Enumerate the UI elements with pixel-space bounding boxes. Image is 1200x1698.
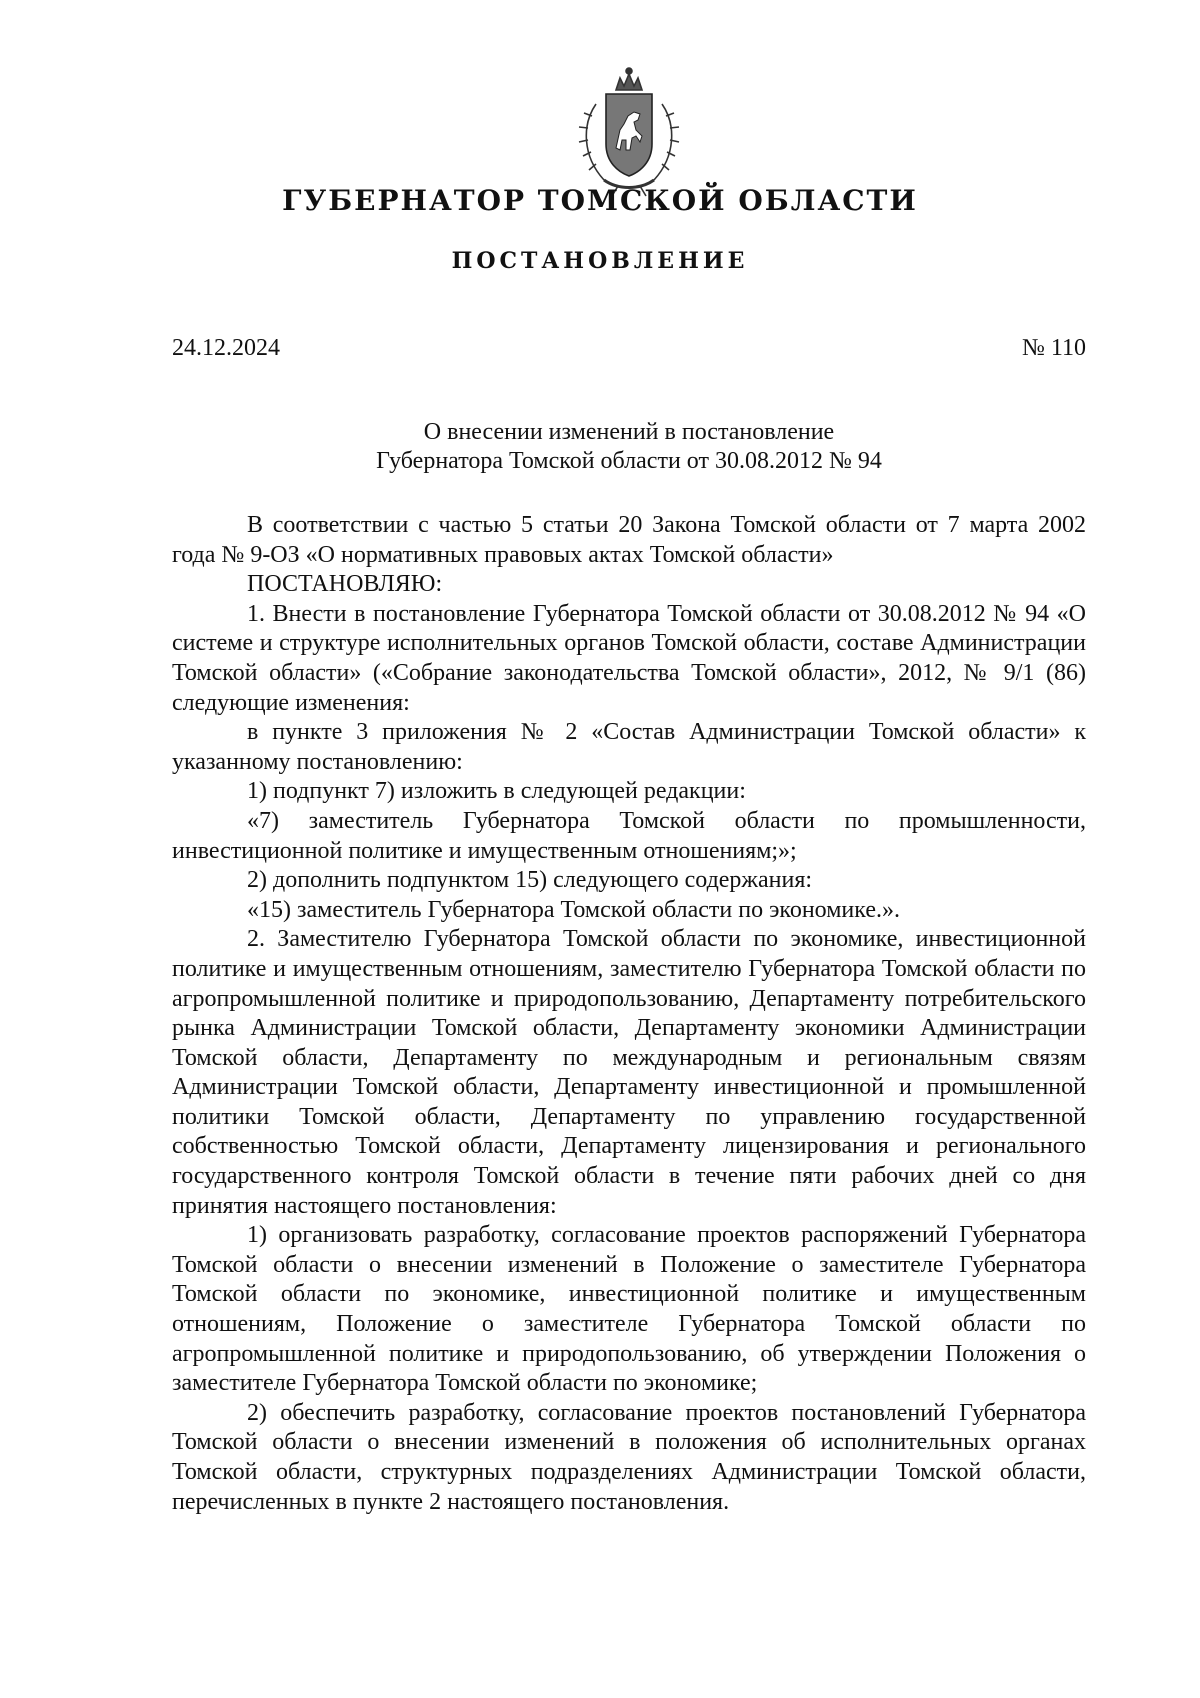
document-subject [172, 418, 1086, 476]
coat-of-arms-icon [568, 64, 690, 198]
paragraph-preamble: В соответствии с частью 5 статьи 20 Закона Томской области от 7 марта 2002 года № 9-ОЗ «О нормативных правовых актах Томской области» [172, 512, 1086, 568]
paragraph-item-1-clause: в пункте 3 приложения № 2 «Состав Администрации Томской области» к указанному постановлению: [172, 719, 1086, 775]
paragraph-subitem-1: 1) подпункт 7) изложить в следующей редакции: [247, 778, 746, 805]
paragraph-subitem-2: 2) дополнить подпунктом 15) следующего содержания: [247, 867, 813, 894]
document-type: ПОСТАНОВЛЕНИЕ [451, 248, 749, 274]
paragraph-subitem-2-text: «15) заместитель Губернатора Томской области по экономике.». [247, 896, 900, 923]
paragraph-resolve: ПОСТАНОВЛЯЮ: [247, 571, 443, 598]
organization-title: ГУБЕРНАТОР ТОМСКОЙ ОБЛАСТИ [282, 184, 918, 217]
document-body [172, 511, 1086, 1517]
paragraph-item-2-sub-1: 1) организовать разработку, согласование проектов распоряжений Губернатора Томской области о внесении изменений в Положение о заместителе Губернатора Томской области по экономике, инвестиционной политике и имущественным отношениям, Положение о заместителе Губернатора Томской области по агропромышленной политике и природопользованию, об утверждении Положения о заместителе Губернатора Томской области по экономике; [172, 1222, 1086, 1397]
document-number: № 110 [1021, 335, 1086, 361]
paragraph-item-2-sub-2: 2) обеспечить разработку, согласование проектов постановлений Губернатора Томской области о внесении изменений в положения об исполнительных органах Томской области, структурных подразделениях Администрации Томской области, перечисленных в пункте 2 настоящего постановления. [172, 1399, 1086, 1515]
paragraph-item-1: 1. Внести в постановление Губернатора Томской области от 30.08.2012 № 94 «О системе и структуре исполнительных органов Томской области, составе Администрации Томской области» («Собрание законодательства Томской области», 2012, № 9/1 (86) следующие изменения: [172, 600, 1086, 716]
paragraph-item-2: 2. Заместителю Губернатора Томской области по экономике, инвестиционной политике и имущественным отношениям, заместителю Губернатора Томской области по агропромышленной политике и природопользованию, Департаменту потребительского рынка Администрации Томской области, Департаменту экономики Администрации Томской области, Департаменту по международным и региональным связям Администрации Томской области, Департаменту инвестиционной и промышленной политики Томской области, Департаменту по управлению государственной собственностью Томской области, Департаменту лицензирования и регионального государственного контроля Томской области в течение пяти рабочих дней со дня принятия настоящего постановления: [172, 926, 1086, 1219]
paragraph-subitem-1-text: «7) заместитель Губернатора Томской области по промышленности, инвестиционной политике и имущественным отношениям;»; [172, 807, 1086, 864]
document-date: 24.12.2024 [172, 335, 280, 361]
subject-line: Губернатора Томской области от 30.08.2012 № 94 [376, 448, 882, 474]
subject-line: О внесении изменений в постановление [423, 419, 835, 445]
